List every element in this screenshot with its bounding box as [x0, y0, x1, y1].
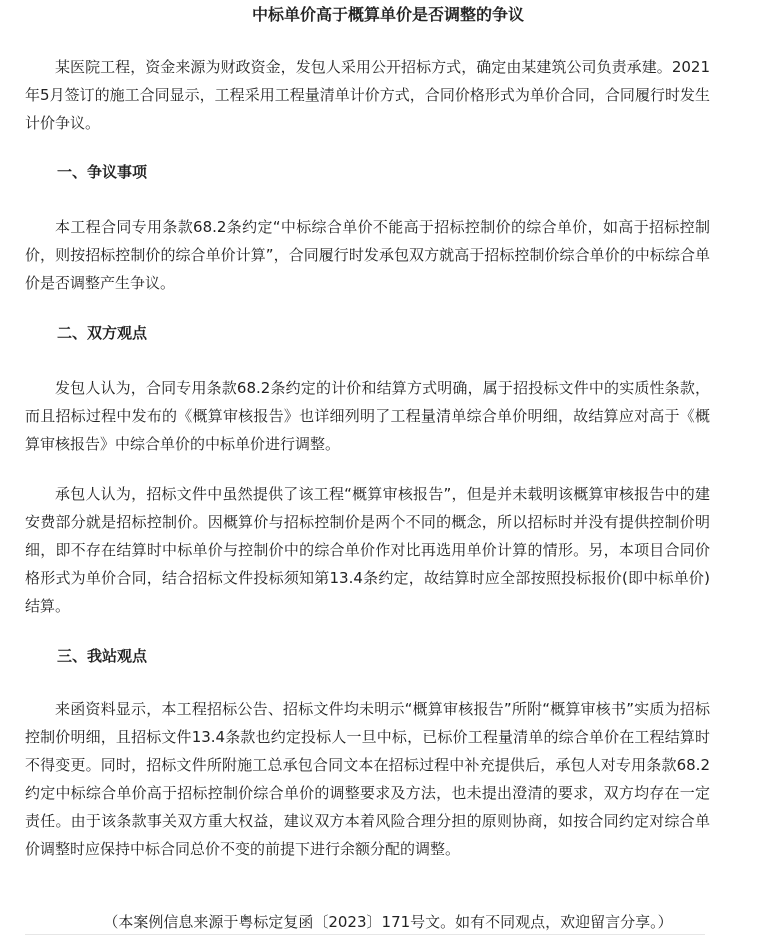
contractor-view-paragraph: 承包人认为，招标文件中虽然提供了该工程“概算审核报告”，但是并未载明该概算审核报告中的建安费部分就是招标控制价。因概算价与招标控制价是两个不同的概念，所以招标时并没有提供控制价明细，即不存在结算时中标单价与控制价中的综合单价作对比再选用单价计算的情形。另，本项目合同价格形式为单价合同，结合招标文件投标须知第13.4条约定，故结算时应全部按照投标报价(即中标单价)结算。	[25, 485, 710, 615]
dispute-issue-paragraph: 本工程合同专用条款68.2条约定“中标综合单价不能高于招标控制价的综合单价，如高于招标控制价，则按招标控制价的综合单价计算”，合同履行时发承包双方就高于招标控制价综合单价的中标综合单价是否调整产生争议。	[25, 218, 710, 292]
intro-paragraph: 某医院工程，资金来源为财政资金，发包人采用公开招标方式，确定由某建筑公司负责承建。2021年5月签订的施工合同显示，工程采用工程量清单计价方式，合同价格形式为单价合同，合同履行时发生计价争议。	[25, 58, 710, 132]
bottom-divider	[25, 934, 705, 935]
station-view-paragraph: 来函资料显示，本工程招标公告、招标文件均未明示“概算审核报告”所附“概算审核书”实质为招标控制价明细，且招标文件13.4条款也约定投标人一旦中标，已标价工程量清单的综合单价在工程结算时不得变更。同时，招标文件所附施工总承包合同文本在招标过程中补充提供后，承包人对专用条款68.2约定中标综合单价高于招标控制价综合单价的调整要求及方法，也未提出澄清的要求，双方均存在一定责任。由于该条款事关双方重大权益，建议双方本着风险合理分担的原则协商，如按合同约定对综合单价调整时应保持中标合同总价不变的前提下进行余额分配的调整。	[25, 700, 710, 858]
source-note: （本案例信息来源于粤标定复函〔2023〕171号文。如有不同观点，欢迎留言分享。）	[103, 913, 673, 931]
section-heading-station-view: 三、我站观点	[57, 647, 148, 665]
section-heading-both-views: 二、双方观点	[57, 324, 148, 342]
employer-view-paragraph: 发包人认为，合同专用条款68.2条约定的计价和结算方式明确，属于招投标文件中的实质性条款，而且招标过程中发布的《概算审核报告》也详细列明了工程量清单综合单价明细，故结算应对高于《概算审核报告》中综合单价的中标单价进行调整。	[25, 379, 710, 453]
section-heading-dispute-issue: 一、争议事项	[57, 163, 148, 181]
article-title: 中标单价高于概算单价是否调整的争议	[251, 5, 524, 24]
